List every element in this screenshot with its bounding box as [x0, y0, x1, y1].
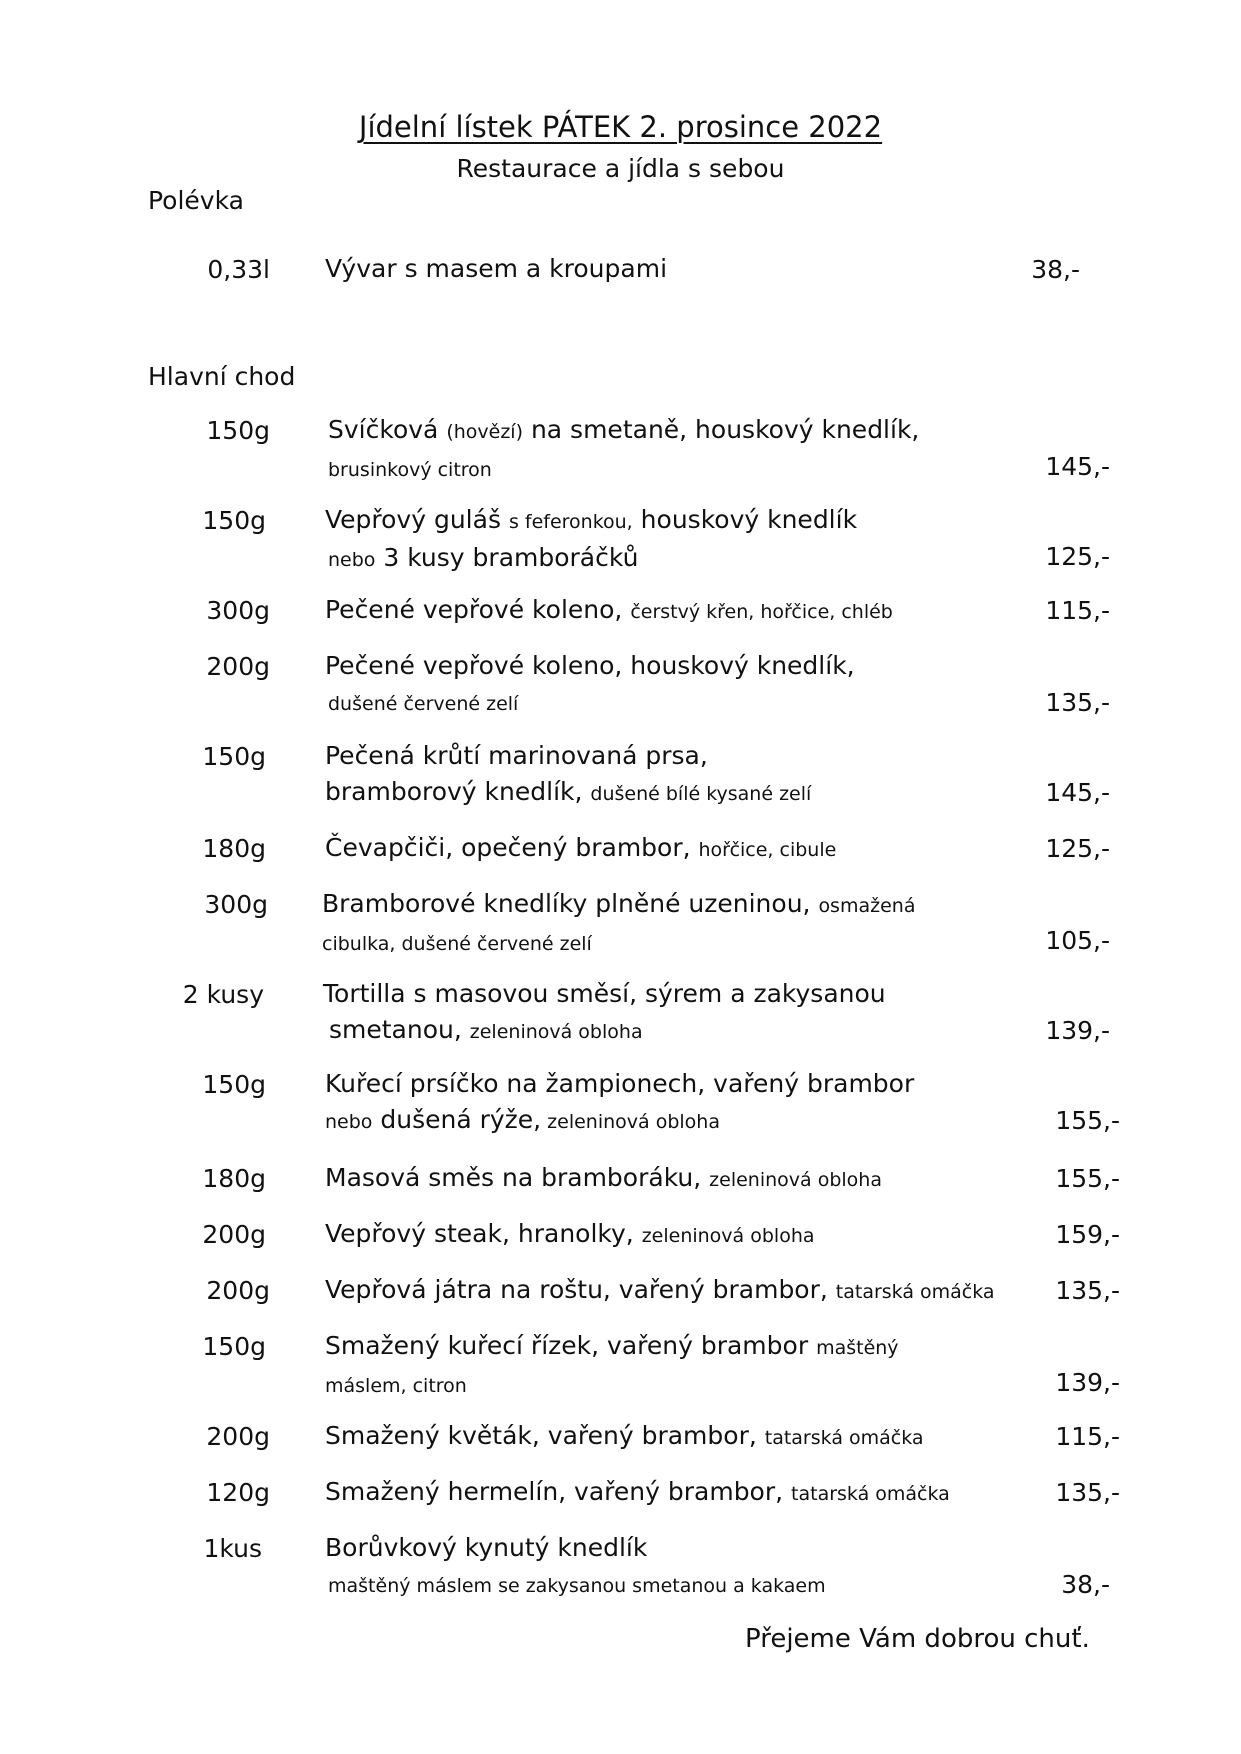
- item-side-text: maštěný máslem se zakysanou smetanou a kakaem: [328, 1575, 826, 1597]
- item-qty: 200g: [206, 1422, 270, 1451]
- item-main-text: dušená rýže,: [372, 1105, 542, 1134]
- item-price: 135,-: [1045, 688, 1110, 717]
- item-side-text: zeleninová obloha: [541, 1111, 720, 1133]
- item-price: 105,-: [1045, 926, 1110, 955]
- item-qty: 180g: [202, 1164, 266, 1193]
- item-price: 115,-: [1055, 1422, 1120, 1451]
- item-description: [325, 1328, 1045, 1404]
- item-main-text: Svíčková: [328, 415, 447, 444]
- item-side-text: zeleninová obloha: [641, 1225, 815, 1247]
- item-description: [328, 412, 1048, 488]
- item-side-text: nebo: [325, 1111, 373, 1133]
- item-price: 139,-: [1055, 1368, 1120, 1397]
- item-side-text: dušené červené zelí: [328, 693, 519, 715]
- item-description: [325, 738, 1045, 812]
- item-main-text: Čevapčiči, opečený brambor,: [325, 833, 699, 862]
- item-description: [323, 976, 1043, 1050]
- item-qty: 200g: [206, 652, 270, 681]
- item-side-text: s feferonkou,: [508, 511, 633, 533]
- item-side-text: maštěný: [816, 1337, 899, 1359]
- item-price: 155,-: [1055, 1106, 1120, 1135]
- section-heading-soup: Polévka: [148, 186, 244, 215]
- item-qty: 120g: [206, 1478, 270, 1507]
- item-price: 155,-: [1055, 1164, 1120, 1193]
- item-description: [325, 1066, 1045, 1140]
- item-main-text: Masová směs na bramboráku,: [325, 1163, 710, 1192]
- item-qty: 2 kusy: [182, 980, 264, 1009]
- item-price: 125,-: [1045, 834, 1110, 863]
- item-side-text: čerstvý křen, hořčice, chléb: [630, 601, 893, 623]
- item-main-text: Pečená krůtí marinovaná prsa,: [325, 741, 708, 770]
- item-main-text: smetanou,: [329, 1015, 470, 1044]
- item-side-text: (hovězí): [446, 421, 523, 443]
- item-price: 135,-: [1055, 1478, 1120, 1507]
- soup-price: 38,-: [1031, 255, 1080, 284]
- item-main-text: Bramborové knedlíky plněné uzeninou,: [322, 889, 819, 918]
- item-qty: 180g: [202, 834, 266, 863]
- item-price: 145,-: [1045, 452, 1110, 481]
- item-description: [325, 830, 1045, 868]
- item-price: 145,-: [1045, 778, 1110, 807]
- item-price: 159,-: [1055, 1220, 1120, 1249]
- item-main-text: Vepřový guláš: [325, 505, 509, 534]
- item-side-text: nebo: [328, 549, 376, 571]
- item-main-text: Tortilla s masovou směsí, sýrem a zakysanou: [323, 979, 886, 1008]
- item-main-text: houskový knedlík: [632, 505, 858, 534]
- item-side-text: tatarská omáčka: [764, 1427, 924, 1449]
- item-side-text: tatarská omáčka: [835, 1281, 995, 1303]
- item-main-text: Pečené vepřové koleno,: [325, 595, 631, 624]
- section-heading-main: Hlavní chod: [148, 362, 296, 391]
- item-side-text: tatarská omáčka: [791, 1483, 950, 1505]
- closing-greeting: Přejeme Vám dobrou chuť.: [745, 1624, 1090, 1654]
- item-price: 135,-: [1055, 1276, 1120, 1305]
- item-description: [325, 648, 1045, 722]
- item-main-text: Smažený květák, vařený brambor,: [325, 1421, 765, 1450]
- item-qty: 200g: [206, 1276, 270, 1305]
- item-qty: 150g: [202, 1070, 266, 1099]
- item-qty: 300g: [206, 596, 270, 625]
- item-qty: 200g: [202, 1220, 266, 1249]
- item-main-text: Pečené vepřové koleno, houskový knedlík,: [325, 651, 855, 680]
- item-qty: 150g: [202, 1332, 266, 1361]
- item-qty: 150g: [202, 506, 266, 535]
- item-qty: 150g: [202, 742, 266, 771]
- item-side-text: máslem, citron: [325, 1375, 467, 1397]
- item-main-text: Kuřecí prsíčko na žampionech, vařený brambor: [325, 1069, 915, 1098]
- item-price: 115,-: [1045, 596, 1110, 625]
- item-qty: 1kus: [203, 1534, 262, 1563]
- item-main-text: na smetaně, houskový knedlík,: [523, 415, 920, 444]
- item-side-text: zeleninová obloha: [469, 1021, 643, 1043]
- item-side-text: hořčice, cibule: [698, 839, 837, 861]
- menu-subtitle: Restaurace a jídla s sebou: [456, 154, 785, 183]
- soup-name: Vývar s masem a kroupami: [325, 254, 668, 283]
- item-description: [325, 1418, 1045, 1456]
- item-main-text: bramborový knedlík,: [325, 777, 591, 806]
- item-description: [322, 886, 1042, 962]
- item-main-text: 3 kusy bramboráčků: [375, 543, 639, 572]
- item-side-text: cibulka, dušené červené zelí: [322, 933, 592, 955]
- item-side-text: osmažená: [818, 895, 916, 917]
- item-description: [325, 1530, 1045, 1604]
- item-qty: 150g: [206, 416, 270, 445]
- item-description: [325, 502, 1045, 578]
- item-side-text: zeleninová obloha: [709, 1169, 882, 1191]
- item-description: [325, 1216, 1045, 1254]
- item-description: [325, 592, 1045, 630]
- item-main-text: Smažený kuřecí řízek, vařený brambor: [325, 1331, 817, 1360]
- item-main-text: Borůvkový kynutý knedlík: [325, 1533, 648, 1562]
- item-qty: 300g: [204, 890, 268, 919]
- item-price: 139,-: [1045, 1016, 1110, 1045]
- menu-title: Jídelní lístek PÁTEK 2. prosince 2022: [358, 110, 883, 144]
- item-side-text: brusinkový citron: [328, 459, 492, 481]
- item-main-text: Vepřová játra na roštu, vařený brambor,: [325, 1275, 836, 1304]
- item-main-text: Smažený hermelín, vařený brambor,: [325, 1477, 792, 1506]
- item-description: [325, 1272, 1045, 1310]
- soup-qty: 0,33l: [207, 255, 270, 284]
- item-description: [325, 1474, 1045, 1512]
- item-price: 38,-: [1061, 1570, 1110, 1599]
- item-description: [325, 1160, 1045, 1198]
- item-main-text: Vepřový steak, hranolky,: [325, 1219, 642, 1248]
- item-side-text: dušené bílé kysané zelí: [590, 783, 812, 805]
- item-price: 125,-: [1045, 542, 1110, 571]
